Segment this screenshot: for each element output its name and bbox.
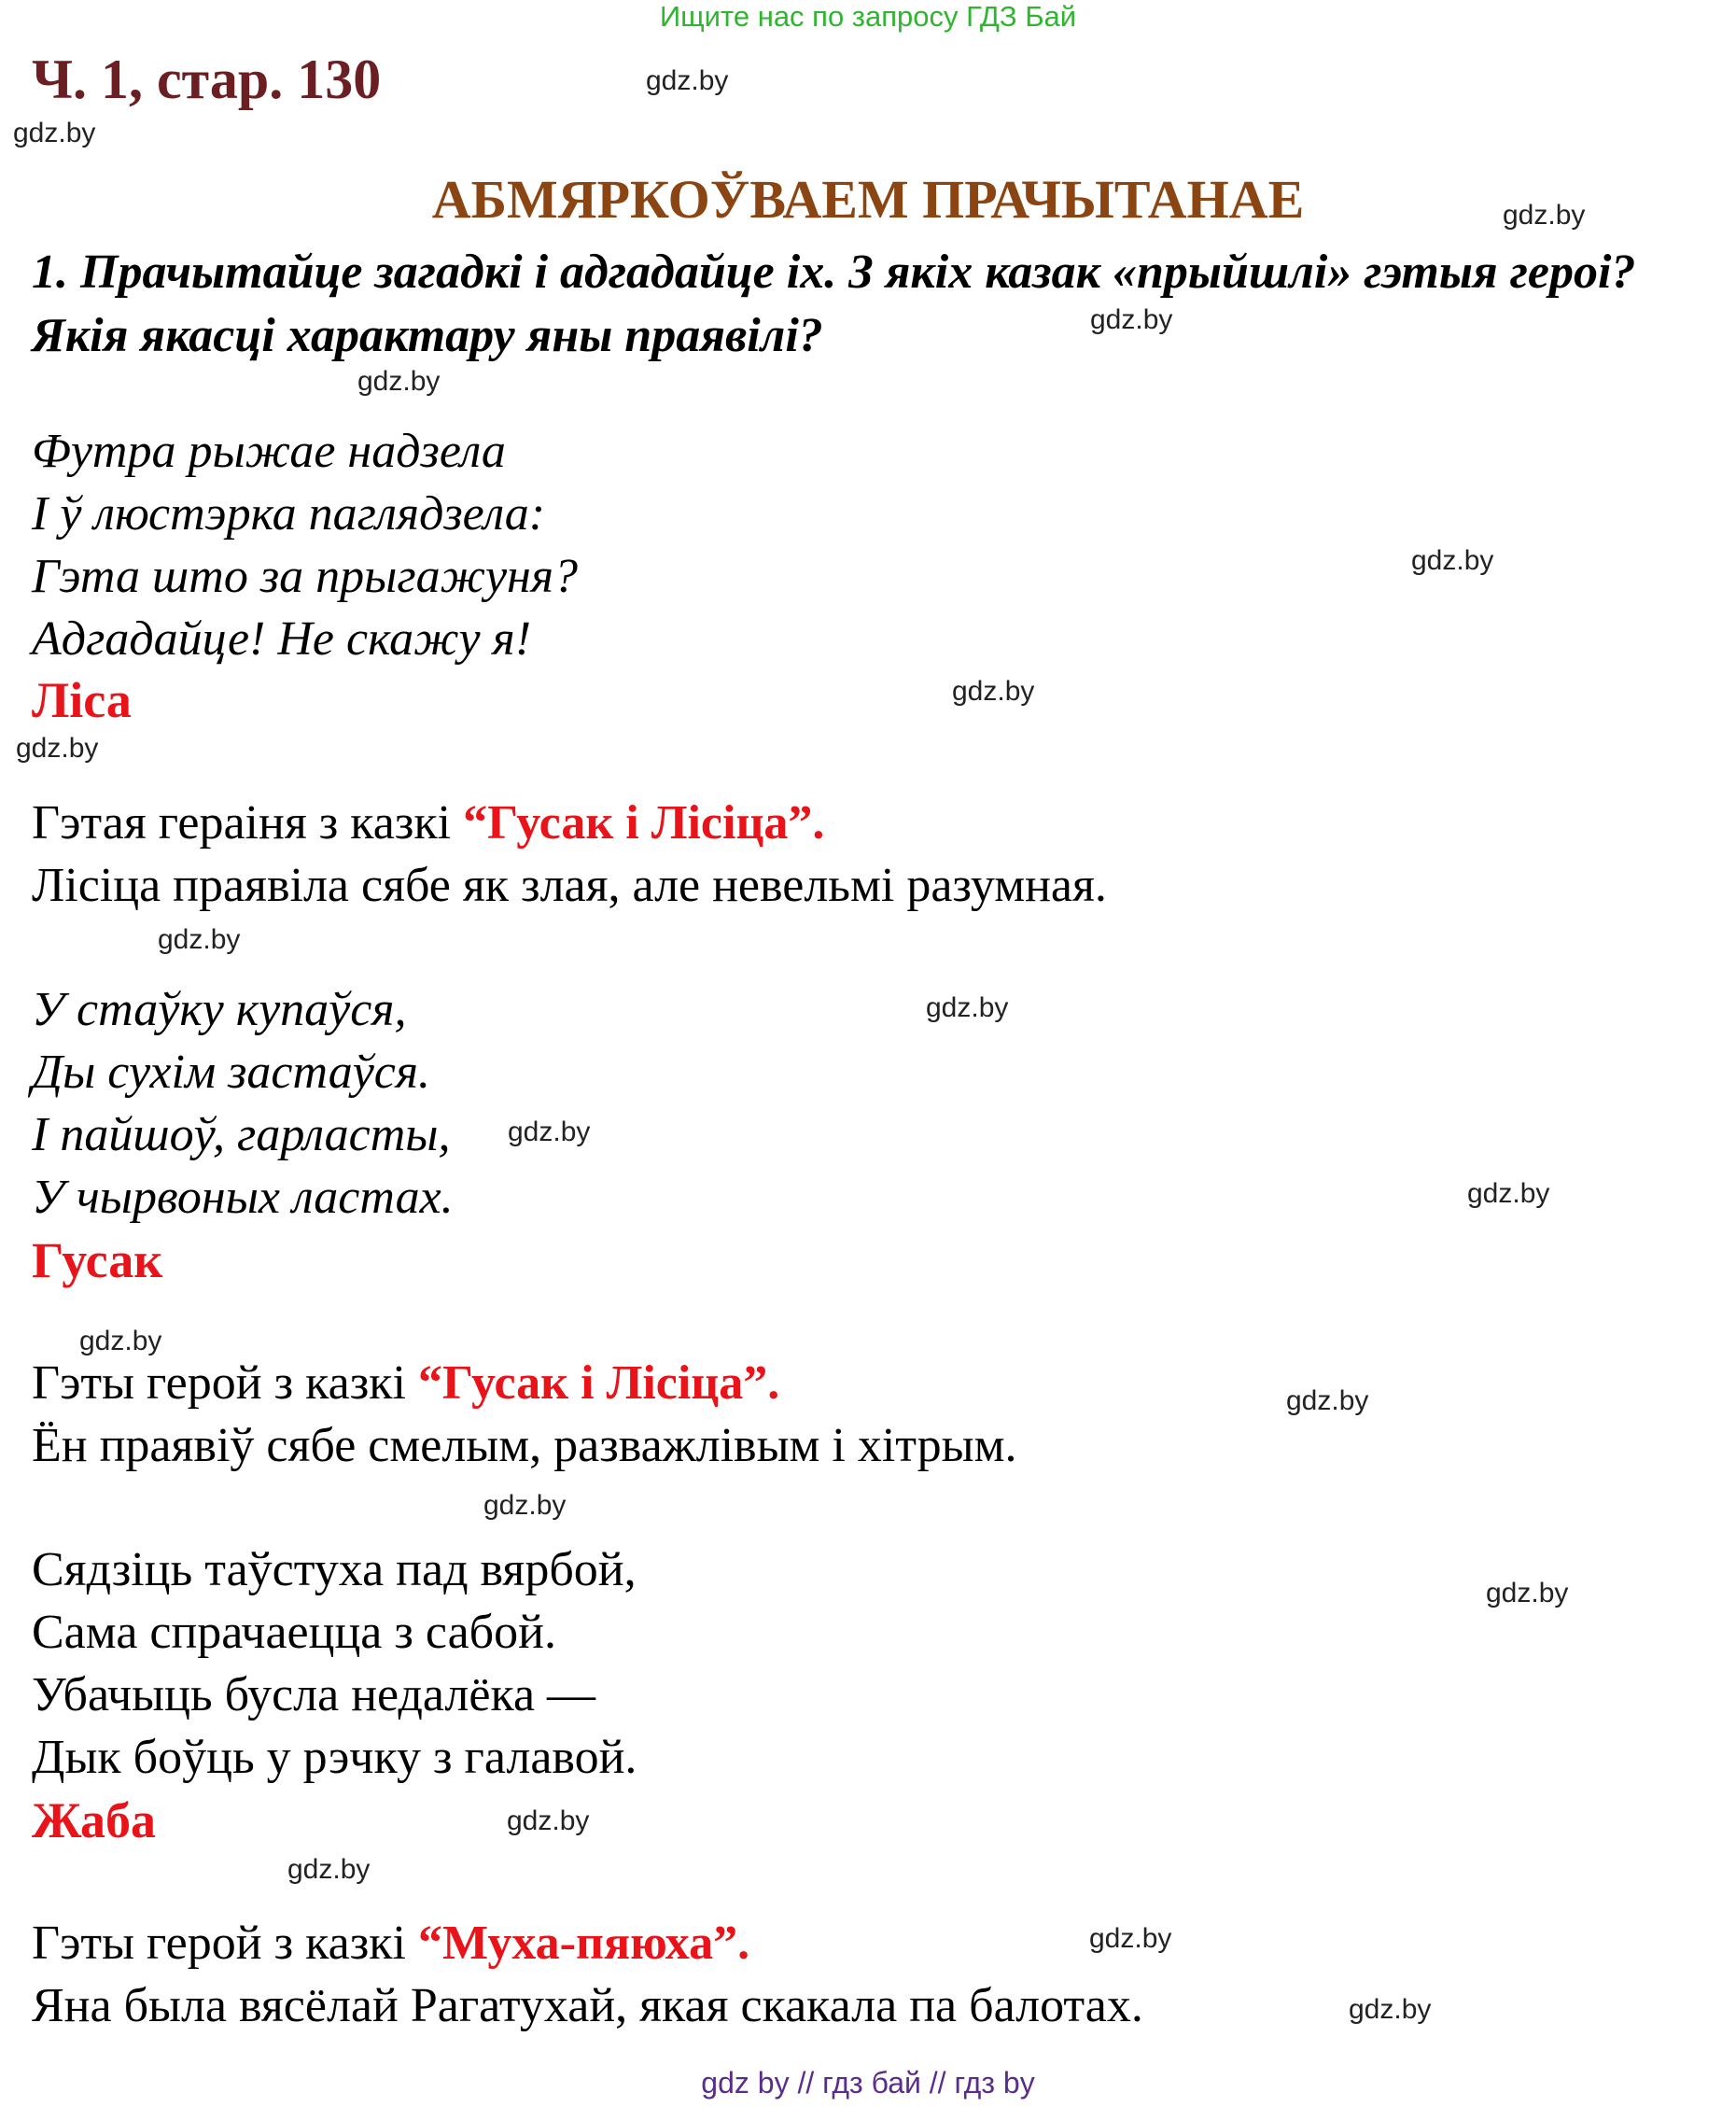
- watermark: gdz.by: [16, 733, 99, 764]
- watermark: gdz.by: [1349, 1994, 1432, 2025]
- watermark: gdz.by: [1503, 200, 1586, 231]
- question-text: 1. Прачытайце загадкі і адгадайце іх. З якіх казак «прыйшлі» гэтыя героі? Якія якасці характару яны праявілі?: [32, 246, 1636, 362]
- watermark: gdz.by: [508, 1117, 591, 1147]
- watermark: gdz.by: [1090, 304, 1173, 335]
- watermark: gdz.by: [926, 992, 1009, 1023]
- watermark: gdz.by: [1486, 1578, 1569, 1608]
- explanation-2: [32, 1352, 1017, 1477]
- riddle-answer-2: Гусак: [32, 1232, 163, 1288]
- watermark: gdz.by: [357, 366, 441, 397]
- watermark: gdz.by: [1286, 1385, 1369, 1416]
- riddle-line: Ды сухім застаўся.: [32, 1046, 431, 1099]
- riddle-1: [32, 420, 578, 670]
- watermark: gdz.by: [483, 1490, 567, 1521]
- riddle-2: [32, 978, 454, 1229]
- riddle-line: Гэта што за прыгажуня?: [32, 550, 579, 603]
- watermark: gdz.by: [1411, 545, 1494, 576]
- riddle-line: Дык боўць у рэчку з галавой.: [32, 1731, 637, 1784]
- watermark: gdz.by: [13, 118, 96, 148]
- riddle-line: І ў люстэрка паглядзела:: [32, 487, 546, 541]
- riddle-line: Сядзіць таўстуха пад вярбой,: [32, 1543, 637, 1596]
- tale-title: “Гусак і Лісіца”.: [463, 796, 825, 850]
- watermark: gdz.by: [952, 676, 1035, 707]
- page-reference: Ч. 1, стар. 130: [32, 49, 382, 110]
- section-title: АБМЯРКОЎВАЕМ ПРАЧЫТАНАЕ: [431, 169, 1305, 230]
- riddle-line: Убачыць бусла недалёка —: [32, 1668, 596, 1721]
- riddle-line: У чырвоных ластах.: [32, 1171, 454, 1224]
- watermark: gdz.by: [1089, 1923, 1172, 1954]
- explanation-prefix: Гэты герой з казкі: [32, 1356, 418, 1410]
- riddle-3: [32, 1538, 637, 1789]
- riddle-line: Футра рыжае надзела: [32, 425, 506, 478]
- top-banner: Ищите нас по запросу ГДЗ Бай: [659, 0, 1077, 33]
- riddle-line: І пайшоў, гарласты,: [32, 1108, 451, 1161]
- riddle-line: Адгадайце! Не скажу я!: [32, 612, 532, 666]
- explanation-prefix: Гэты герой з казкі: [32, 1917, 418, 1970]
- watermark: gdz.by: [287, 1854, 371, 1885]
- riddle-answer-1: Ліса: [32, 672, 132, 728]
- tale-title: “Муха-пяюха”.: [417, 1917, 750, 1970]
- explanation-3: [32, 1912, 1143, 2037]
- watermark: gdz.by: [507, 1805, 590, 1836]
- watermark: gdz.by: [1467, 1178, 1550, 1209]
- riddle-line: У стаўку купаўся,: [32, 983, 407, 1036]
- watermark: gdz.by: [158, 924, 241, 955]
- riddle-answer-3: Жаба: [32, 1792, 157, 1848]
- footer-links: gdz by // гдз бай // гдз by: [701, 2066, 1035, 2100]
- explanation-prefix: Гэтая гераіня з казкі: [32, 796, 464, 850]
- watermark: gdz.by: [79, 1326, 162, 1356]
- explanation-line: Ён праявіў сябе смелым, разважлівым і хітрым.: [32, 1419, 1017, 1472]
- watermark: gdz.by: [646, 65, 729, 96]
- tale-title: “Гусак і Лісіца”.: [417, 1356, 780, 1410]
- explanation-line: Яна была вясёлай Рагатухай, якая скакала па балотах.: [32, 1979, 1143, 2032]
- explanation-1: [32, 792, 1107, 917]
- riddle-line: Сама спрачаецца з сабой.: [32, 1606, 556, 1659]
- explanation-line: Лісіца праявіла сябе як злая, але невельмі разумная.: [32, 859, 1107, 912]
